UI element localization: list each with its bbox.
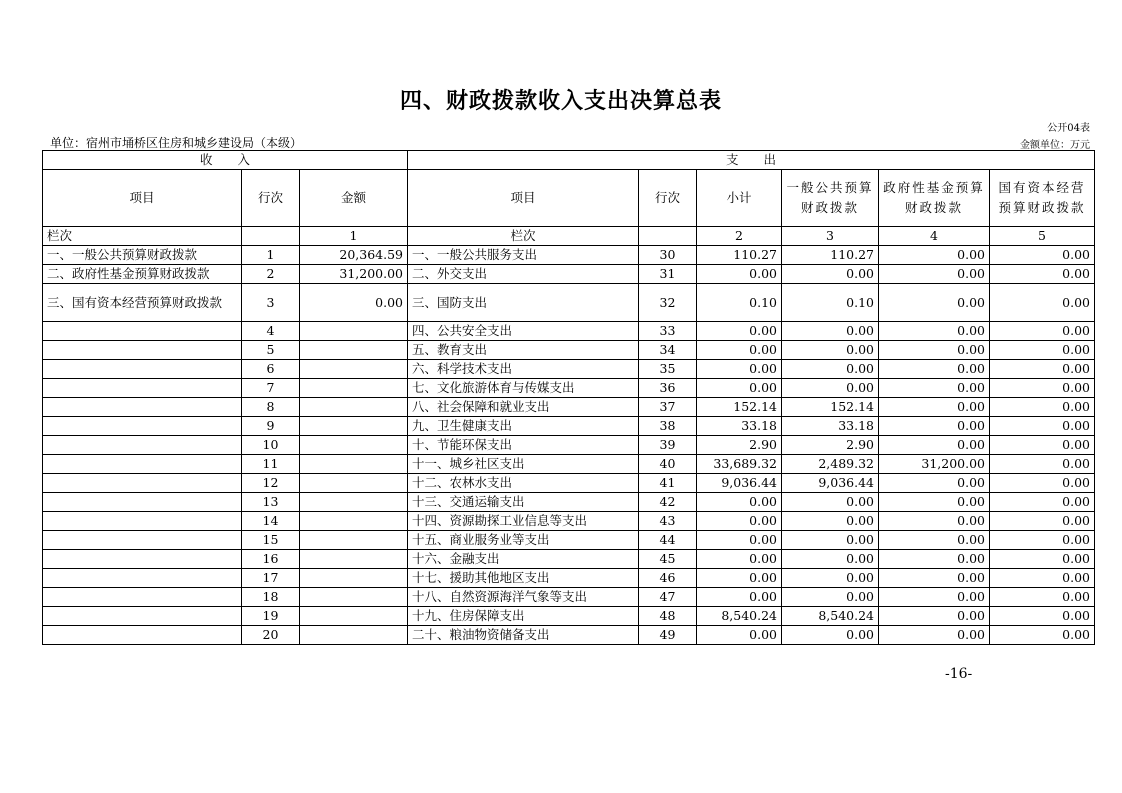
expense-state: 0.00 <box>990 398 1095 417</box>
income-amount <box>300 436 408 455</box>
expense-state: 0.00 <box>990 360 1095 379</box>
expense-state: 0.00 <box>990 588 1095 607</box>
income-item <box>43 322 242 341</box>
income-item <box>43 455 242 474</box>
expense-item: 十、节能环保支出 <box>408 436 639 455</box>
income-item <box>43 626 242 645</box>
expense-fund: 31,200.00 <box>879 455 990 474</box>
col-index-blank2 <box>639 227 697 246</box>
expense-fund: 0.00 <box>879 569 990 588</box>
expense-row-no: 38 <box>639 417 697 436</box>
expense-subtotal: 0.00 <box>697 360 782 379</box>
expense-general: 0.00 <box>782 550 879 569</box>
expense-state: 0.00 <box>990 550 1095 569</box>
expense-fund: 0.00 <box>879 607 990 626</box>
expense-general: 0.10 <box>782 284 879 322</box>
income-item <box>43 474 242 493</box>
expense-subtotal: 0.00 <box>697 493 782 512</box>
income-row-no: 5 <box>242 341 300 360</box>
expense-row-no: 35 <box>639 360 697 379</box>
expense-item: 七、文化旅游体育与传媒支出 <box>408 379 639 398</box>
expense-general: 33.18 <box>782 417 879 436</box>
income-amount <box>300 474 408 493</box>
expense-fund: 0.00 <box>879 417 990 436</box>
col-header-project: 项目 <box>43 170 242 227</box>
table-row <box>43 341 1095 360</box>
expense-subtotal: 33.18 <box>697 417 782 436</box>
col-index-4: 4 <box>879 227 990 246</box>
expense-general: 0.00 <box>782 493 879 512</box>
expense-general: 110.27 <box>782 246 879 265</box>
table-row <box>43 550 1095 569</box>
expense-item: 十四、资源勘探工业信息等支出 <box>408 512 639 531</box>
expense-fund: 0.00 <box>879 360 990 379</box>
table-row <box>43 379 1095 398</box>
expense-row-no: 45 <box>639 550 697 569</box>
expense-row-no: 33 <box>639 322 697 341</box>
col-index-label: 栏次 <box>43 227 242 246</box>
expense-row-no: 43 <box>639 512 697 531</box>
income-amount <box>300 493 408 512</box>
income-amount <box>300 455 408 474</box>
income-row-no: 13 <box>242 493 300 512</box>
table-row <box>43 436 1095 455</box>
income-item: 三、国有资本经营预算财政拨款 <box>43 284 242 322</box>
expense-general: 2.90 <box>782 436 879 455</box>
finance-table <box>42 150 1095 645</box>
expense-fund: 0.00 <box>879 531 990 550</box>
group-header-row <box>43 151 1095 170</box>
expense-fund: 0.00 <box>879 265 990 284</box>
income-item <box>43 341 242 360</box>
income-group-header: 收 入 <box>43 151 408 170</box>
expense-state: 0.00 <box>990 531 1095 550</box>
income-row-no: 1 <box>242 246 300 265</box>
expense-state: 0.00 <box>990 607 1095 626</box>
income-item <box>43 379 242 398</box>
income-row-no: 11 <box>242 455 300 474</box>
expense-row-no: 32 <box>639 284 697 322</box>
income-row-no: 17 <box>242 569 300 588</box>
expense-general: 9,036.44 <box>782 474 879 493</box>
income-item <box>43 512 242 531</box>
expense-item: 二、外交支出 <box>408 265 639 284</box>
col-index-1: 1 <box>300 227 408 246</box>
expense-fund: 0.00 <box>879 512 990 531</box>
expense-general: 0.00 <box>782 265 879 284</box>
income-item <box>43 569 242 588</box>
expense-state: 0.00 <box>990 322 1095 341</box>
expense-state: 0.00 <box>990 455 1095 474</box>
expense-general: 0.00 <box>782 531 879 550</box>
expense-row-no: 39 <box>639 436 697 455</box>
col-header-amount: 金额 <box>300 170 408 227</box>
expense-subtotal: 0.00 <box>697 322 782 341</box>
income-item <box>43 417 242 436</box>
expense-state: 0.00 <box>990 569 1095 588</box>
expense-state: 0.00 <box>990 379 1095 398</box>
expense-subtotal: 152.14 <box>697 398 782 417</box>
expense-item: 十二、农林水支出 <box>408 474 639 493</box>
income-amount <box>300 588 408 607</box>
income-row-no: 6 <box>242 360 300 379</box>
table-row <box>43 455 1095 474</box>
col-header-row-no2: 行次 <box>639 170 697 227</box>
expense-subtotal: 110.27 <box>697 246 782 265</box>
expense-item: 九、卫生健康支出 <box>408 417 639 436</box>
table-row <box>43 493 1095 512</box>
expense-subtotal: 9,036.44 <box>697 474 782 493</box>
expense-item: 十五、商业服务业等支出 <box>408 531 639 550</box>
expense-fund: 0.00 <box>879 246 990 265</box>
expense-state: 0.00 <box>990 626 1095 645</box>
expense-subtotal: 0.10 <box>697 284 782 322</box>
expense-item: 十七、援助其他地区支出 <box>408 569 639 588</box>
column-header-row <box>43 170 1095 227</box>
income-item <box>43 493 242 512</box>
expense-item: 六、科学技术支出 <box>408 360 639 379</box>
income-row-no: 8 <box>242 398 300 417</box>
expense-row-no: 30 <box>639 246 697 265</box>
expense-item: 三、国防支出 <box>408 284 639 322</box>
expense-general: 0.00 <box>782 569 879 588</box>
expense-row-no: 41 <box>639 474 697 493</box>
expense-general: 2,489.32 <box>782 455 879 474</box>
expense-row-no: 31 <box>639 265 697 284</box>
expense-subtotal: 0.00 <box>697 341 782 360</box>
income-row-no: 14 <box>242 512 300 531</box>
expense-general: 0.00 <box>782 360 879 379</box>
expense-row-no: 36 <box>639 379 697 398</box>
expense-subtotal: 0.00 <box>697 512 782 531</box>
income-item <box>43 531 242 550</box>
expense-item: 五、教育支出 <box>408 341 639 360</box>
expense-state: 0.00 <box>990 246 1095 265</box>
expense-fund: 0.00 <box>879 493 990 512</box>
income-amount <box>300 398 408 417</box>
expense-item: 十六、金融支出 <box>408 550 639 569</box>
income-amount <box>300 417 408 436</box>
table-row <box>43 284 1095 322</box>
income-item <box>43 607 242 626</box>
expense-state: 0.00 <box>990 265 1095 284</box>
expense-state: 0.00 <box>990 474 1095 493</box>
expense-state: 0.00 <box>990 417 1095 436</box>
expense-item: 一、一般公共服务支出 <box>408 246 639 265</box>
expense-subtotal: 0.00 <box>697 531 782 550</box>
expense-subtotal: 0.00 <box>697 265 782 284</box>
page-number: -16- <box>945 666 973 682</box>
expense-fund: 0.00 <box>879 322 990 341</box>
table-row <box>43 360 1095 379</box>
income-row-no: 20 <box>242 626 300 645</box>
col-header-state: 国有资本经营预算财政拨款 <box>990 170 1095 227</box>
expense-subtotal: 0.00 <box>697 550 782 569</box>
income-amount: 20,364.59 <box>300 246 408 265</box>
income-row-no: 12 <box>242 474 300 493</box>
expense-item: 四、公共安全支出 <box>408 322 639 341</box>
table-row <box>43 569 1095 588</box>
expense-fund: 0.00 <box>879 550 990 569</box>
col-index-label2: 栏次 <box>408 227 639 246</box>
income-item <box>43 588 242 607</box>
income-amount <box>300 626 408 645</box>
expense-item: 十三、交通运输支出 <box>408 493 639 512</box>
expense-subtotal: 0.00 <box>697 626 782 645</box>
income-amount <box>300 569 408 588</box>
income-row-no: 15 <box>242 531 300 550</box>
expense-general: 0.00 <box>782 341 879 360</box>
expense-subtotal: 2.90 <box>697 436 782 455</box>
expense-row-no: 47 <box>639 588 697 607</box>
expense-state: 0.00 <box>990 341 1095 360</box>
income-amount <box>300 531 408 550</box>
table-row <box>43 588 1095 607</box>
income-row-no: 2 <box>242 265 300 284</box>
col-header-subtotal: 小计 <box>697 170 782 227</box>
col-index-3: 3 <box>782 227 879 246</box>
income-amount: 31,200.00 <box>300 265 408 284</box>
income-item: 一、一般公共预算财政拨款 <box>43 246 242 265</box>
income-row-no: 10 <box>242 436 300 455</box>
expense-fund: 0.00 <box>879 626 990 645</box>
income-row-no: 9 <box>242 417 300 436</box>
expense-item: 十九、住房保障支出 <box>408 607 639 626</box>
expense-fund: 0.00 <box>879 588 990 607</box>
expense-fund: 0.00 <box>879 436 990 455</box>
column-index-row <box>43 227 1095 246</box>
expense-row-no: 34 <box>639 341 697 360</box>
expense-state: 0.00 <box>990 512 1095 531</box>
expense-state: 0.00 <box>990 436 1095 455</box>
expense-item: 十八、自然资源海洋气象等支出 <box>408 588 639 607</box>
expense-fund: 0.00 <box>879 379 990 398</box>
expense-subtotal: 33,689.32 <box>697 455 782 474</box>
expense-row-no: 40 <box>639 455 697 474</box>
expense-row-no: 46 <box>639 569 697 588</box>
income-amount <box>300 360 408 379</box>
expense-row-no: 48 <box>639 607 697 626</box>
table-row <box>43 531 1095 550</box>
col-header-project2: 项目 <box>408 170 639 227</box>
income-amount <box>300 607 408 626</box>
income-item <box>43 550 242 569</box>
page-title: 四、财政拨款收入支出决算总表 <box>399 88 722 114</box>
income-row-no: 19 <box>242 607 300 626</box>
income-amount <box>300 322 408 341</box>
table-row <box>43 398 1095 417</box>
table-row <box>43 246 1095 265</box>
table-row <box>43 265 1095 284</box>
expense-fund: 0.00 <box>879 284 990 322</box>
income-amount <box>300 379 408 398</box>
expense-subtotal: 0.00 <box>697 569 782 588</box>
income-amount: 0.00 <box>300 284 408 322</box>
expense-general: 0.00 <box>782 322 879 341</box>
expense-general: 0.00 <box>782 512 879 531</box>
income-item <box>43 436 242 455</box>
form-number: 公开04表 <box>1047 123 1090 134</box>
income-row-no: 3 <box>242 284 300 322</box>
income-amount <box>300 512 408 531</box>
income-item: 二、政府性基金预算财政拨款 <box>43 265 242 284</box>
expense-item: 二十、粮油物资储备支出 <box>408 626 639 645</box>
expense-fund: 0.00 <box>879 398 990 417</box>
expense-row-no: 42 <box>639 493 697 512</box>
expense-state: 0.00 <box>990 493 1095 512</box>
expense-general: 8,540.24 <box>782 607 879 626</box>
income-item <box>43 360 242 379</box>
table-row <box>43 512 1095 531</box>
expense-general: 152.14 <box>782 398 879 417</box>
income-amount <box>300 550 408 569</box>
income-row-no: 4 <box>242 322 300 341</box>
expense-subtotal: 8,540.24 <box>697 607 782 626</box>
table-row <box>43 626 1095 645</box>
income-amount <box>300 341 408 360</box>
money-unit-label: 金额单位：万元 <box>1020 140 1090 151</box>
col-index-blank <box>242 227 300 246</box>
expense-row-no: 49 <box>639 626 697 645</box>
income-row-no: 16 <box>242 550 300 569</box>
expense-general: 0.00 <box>782 379 879 398</box>
col-header-row-no: 行次 <box>242 170 300 227</box>
col-header-general: 一般公共预算财政拨款 <box>782 170 879 227</box>
expense-fund: 0.00 <box>879 474 990 493</box>
table-row <box>43 607 1095 626</box>
expense-fund: 0.00 <box>879 341 990 360</box>
col-index-5: 5 <box>990 227 1095 246</box>
expense-row-no: 44 <box>639 531 697 550</box>
income-row-no: 7 <box>242 379 300 398</box>
expense-general: 0.00 <box>782 626 879 645</box>
table-row <box>43 322 1095 341</box>
income-row-no: 18 <box>242 588 300 607</box>
unit-label: 单位：宿州市埇桥区住房和城乡建设局（本级） <box>50 136 303 150</box>
expense-subtotal: 0.00 <box>697 379 782 398</box>
expense-general: 0.00 <box>782 588 879 607</box>
col-header-fund: 政府性基金预算财政拨款 <box>879 170 990 227</box>
expense-subtotal: 0.00 <box>697 588 782 607</box>
table-row <box>43 474 1095 493</box>
expense-item: 十一、城乡社区支出 <box>408 455 639 474</box>
col-index-2: 2 <box>697 227 782 246</box>
expense-row-no: 37 <box>639 398 697 417</box>
expense-group-header: 支 出 <box>408 151 1095 170</box>
expense-item: 八、社会保障和就业支出 <box>408 398 639 417</box>
expense-state: 0.00 <box>990 284 1095 322</box>
income-item <box>43 398 242 417</box>
table-row <box>43 417 1095 436</box>
